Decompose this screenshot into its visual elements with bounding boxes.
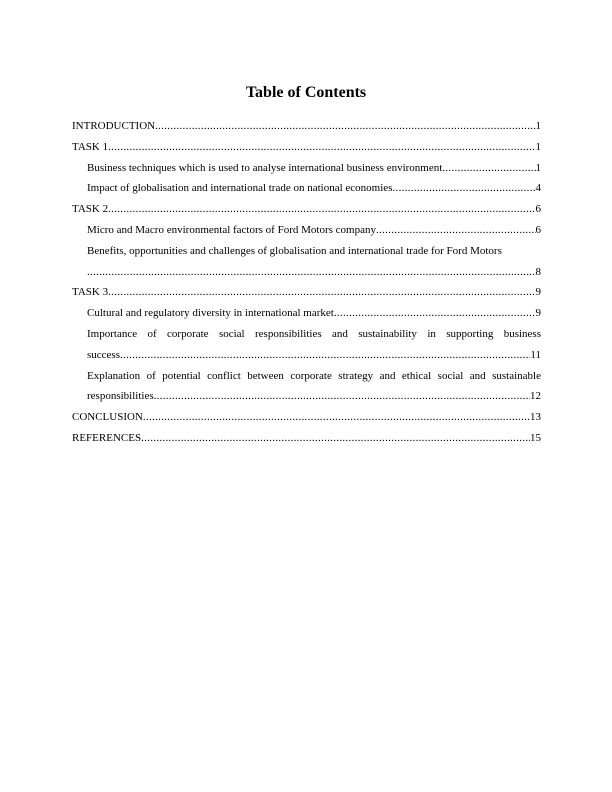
toc-page-number: 9 — [535, 307, 541, 320]
toc-entry-label: TASK 1 — [72, 140, 109, 153]
dot-leader — [154, 386, 530, 407]
dot-leader — [392, 178, 535, 199]
toc-page-number: 1 — [535, 120, 541, 132]
toc-page-number: 1 — [535, 140, 541, 153]
toc-entry-business-techniques[interactable] — [72, 158, 541, 179]
toc-page-number: 6 — [535, 203, 541, 216]
toc-entry-label: Benefits, opportunities and challenges of globalisation and international trade for Ford Motors — [87, 244, 502, 257]
toc-entry-csr-importance[interactable] — [72, 324, 541, 366]
toc-entry-label: Business techniques which is used to analyse international business environment — [87, 161, 443, 174]
toc-entry-label: Importance of corporate social responsibilities and sustainability in supporting business — [87, 327, 541, 340]
dot-leader — [108, 199, 535, 220]
toc-entry-task1[interactable] — [72, 137, 541, 158]
toc-entry-task3[interactable] — [72, 282, 541, 303]
toc-entry-references[interactable] — [72, 428, 541, 449]
toc-page-number: 6 — [535, 223, 541, 236]
toc-entry-label: REFERENCES — [72, 431, 142, 444]
toc-entry-label: Cultural and regulatory diversity in international market — [87, 307, 334, 320]
toc-entry-label: TASK 2 — [72, 203, 109, 216]
toc-entry-label: TASK 3 — [72, 286, 109, 299]
toc-entry-label: INTRODUCTION — [72, 120, 156, 132]
toc-entry-task2[interactable] — [72, 199, 541, 220]
toc-page-number: 13 — [530, 411, 541, 424]
dot-leader — [442, 158, 535, 179]
toc-list — [72, 116, 541, 449]
toc-page-number: 1 — [535, 161, 541, 174]
dot-leader — [143, 407, 530, 428]
toc-entry-label-cont: responsibilities — [87, 390, 154, 403]
toc-entry-label: Explanation of potential conflict between corporate strategy and ethical social and sustainable — [87, 369, 541, 382]
toc-entry-label: Micro and Macro environmental factors of Ford Motors company — [87, 223, 376, 236]
toc-page-number: 12 — [530, 390, 541, 403]
dot-leader — [334, 303, 536, 324]
toc-entry-cultural-diversity[interactable] — [72, 303, 541, 324]
toc-entry-globalisation-impact[interactable] — [72, 178, 541, 199]
toc-title: Table of Contents — [245, 84, 367, 101]
dot-leader — [376, 220, 536, 241]
toc-page-number: 9 — [535, 286, 541, 299]
toc-page-number: 4 — [535, 182, 541, 195]
toc-page-number: 8 — [535, 265, 541, 278]
toc-entry-label: CONCLUSION — [72, 411, 143, 424]
toc-entry-micro-macro-factors[interactable] — [72, 220, 541, 241]
toc-entry-label: Impact of globalisation and international trade on national economies — [87, 182, 393, 195]
dot-leader — [120, 345, 530, 366]
toc-entry-conclusion[interactable] — [72, 407, 541, 428]
dot-leader — [108, 282, 535, 303]
dot-leader — [87, 262, 536, 283]
dot-leader — [155, 116, 535, 137]
toc-entry-benefits-opportunities[interactable] — [72, 241, 541, 283]
toc-page-number: 11 — [530, 348, 541, 361]
dot-leader — [141, 428, 530, 449]
toc-page-number: 15 — [530, 431, 541, 444]
toc-entry-label-cont: success — [87, 348, 120, 361]
toc-entry-introduction[interactable] — [72, 116, 541, 137]
dot-leader — [108, 137, 535, 158]
toc-entry-conflict-explanation[interactable] — [72, 366, 541, 408]
